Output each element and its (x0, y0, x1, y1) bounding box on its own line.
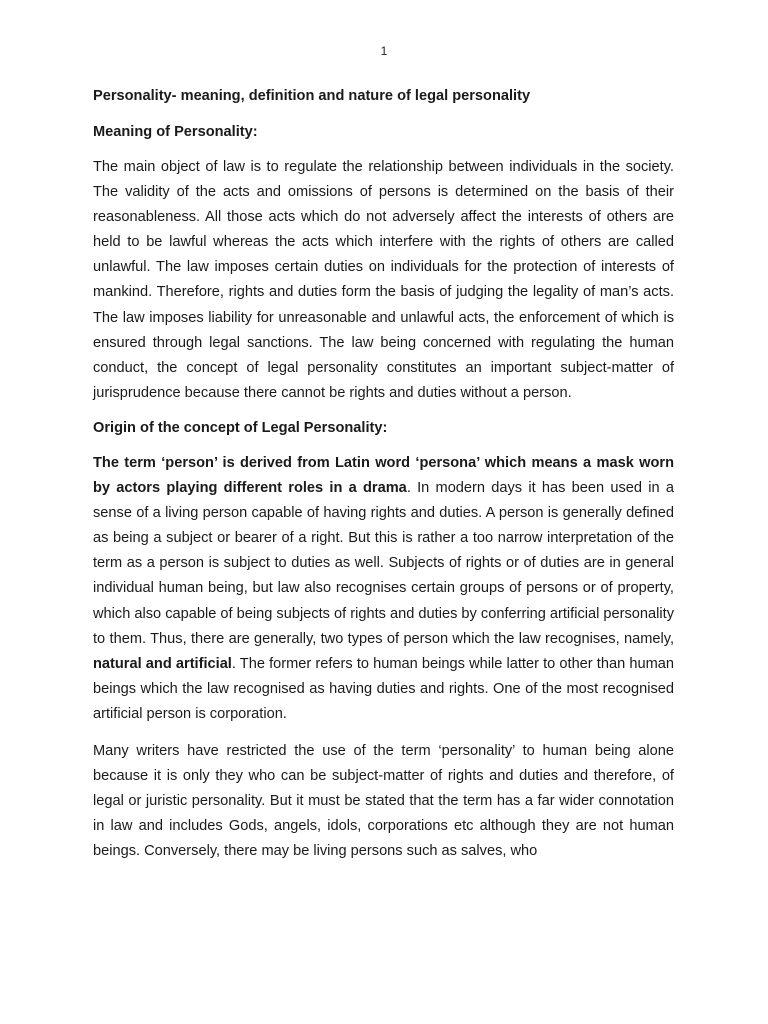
origin-paragraph (93, 451, 674, 727)
document-body (93, 86, 674, 876)
meaning-heading: Meaning of Personality: (93, 124, 258, 140)
origin-bold-definition: The term ‘person’ is derived from Latin word ‘persona’ which means a mask worn by actors playing different roles in a drama (93, 454, 674, 497)
page-number: 1 (380, 44, 388, 58)
origin-bold-types: natural and artificial (93, 655, 232, 672)
origin-text-part-2: . The former refers to human beings while latter to other than human beings which the law recognised as having duties and rights. One of the most recognised artificial person is corporation. (93, 655, 674, 722)
writers-paragraph: Many writers have restricted the use of the term ‘personality’ to human being alone because it is only they who can be subject-matter of rights and duties and therefore, of legal or juristic personality. But it must be stated that the term has a far wider connotation in law and includes Gods, angels, idols, corporations etc although they are not human beings. Conversely, there may be living persons such as salves, who (93, 742, 674, 860)
origin-text-part-1: . In modern days it has been used in a sense of a living person capable of having rights and duties. A person is generally defined as being a subject or bearer of a right. But this is rather a too narrow interpretation of the term as a person is subject to duties as well. Subjects of rights or of duties are in general individual human being, but law also recognises certain groups of persons or of property, which also capable of being subjects of rights and duties by conferring artificial personality to them. Thus, there are generally, two types of person which the law recognises, namely, (93, 480, 674, 647)
document-title: Personality- meaning, definition and nature of legal personality (93, 88, 531, 104)
meaning-paragraph: The main object of law is to regulate the relationship between individuals in the society. The validity of the acts and omissions of persons is determined on the basis of their reasonableness. All those acts which do not adversely affect the interests of others are held to be lawful whereas the acts which interfere with the rights of others are called unlawful. The law imposes certain duties on individuals for the protection of interests of mankind. Therefore, rights and duties form the basis of judging the legality of man’s acts. The law imposes liability for unreasonable and unlawful acts, the enforcement of which is ensured through legal sanctions. The law being concerned with regulating the human conduct, the concept of legal personality constitutes an important subject-matter of jurisprudence because there cannot be rights and duties without a person. (93, 159, 674, 401)
origin-heading: Origin of the concept of Legal Personality: (93, 419, 388, 436)
